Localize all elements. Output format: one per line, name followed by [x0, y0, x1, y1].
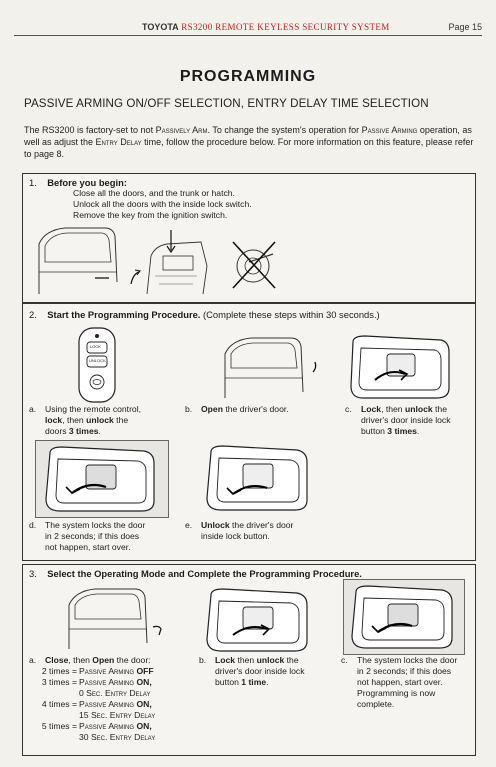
remote-unlock-button: UNLOCK: [89, 358, 106, 363]
mode-row: [29, 699, 155, 710]
ignition-key-illustration: [229, 236, 281, 292]
door-locks-frame: [35, 440, 169, 518]
header-rule: [14, 35, 482, 36]
step-number: 1.: [29, 177, 37, 188]
press-count: 2 times =: [41, 666, 77, 676]
text-line: not happen, start over.: [45, 542, 131, 552]
text-span: The system locks the door: [357, 655, 458, 665]
entry-delay: 15 Sec. Entry Delay: [79, 710, 156, 720]
car-door-illustration: [35, 222, 155, 298]
mode-name: Passive Arming: [79, 721, 137, 731]
text-span: The system locks the door: [45, 520, 146, 530]
text-span: .: [266, 677, 269, 687]
text-span: .: [98, 426, 101, 436]
mode-state: ON,: [136, 721, 152, 731]
entry-delay: 0 Sec. Entry Delay: [79, 688, 151, 698]
text-line: [29, 415, 141, 426]
bold-span: 3 times: [68, 426, 99, 436]
text-span: button: [361, 426, 388, 436]
lock-switch-illustration: [141, 226, 211, 298]
lock-unlock-handle-illustration: [199, 583, 319, 655]
door-handle-illustration: [345, 332, 455, 402]
intro-text: The RS3200 is factory-set to not: [24, 125, 156, 135]
step3-heading: [29, 568, 362, 579]
mode-row: [29, 666, 155, 677]
bold-span: lock: [45, 415, 63, 425]
bold-span: Open: [92, 655, 115, 665]
inside-lock-frame: [345, 332, 455, 402]
text-span: , then: [62, 415, 87, 425]
bold-span: unlock: [256, 655, 285, 665]
text-span: button: [215, 677, 242, 687]
step-note: (Complete these steps within 30 seconds.): [203, 309, 380, 320]
press-count: 3 times =: [41, 677, 77, 687]
bold-span: Lock: [361, 404, 382, 414]
press-count: 5 times =: [41, 721, 77, 731]
system-locks-frame: [343, 579, 465, 655]
text-span: the: [432, 404, 447, 414]
text-span: then: [235, 655, 257, 665]
instruction-line: Remove the key from the ignition switch.: [73, 210, 228, 220]
step2-heading: [29, 309, 380, 320]
text-span: the: [284, 655, 299, 665]
page-title: PROGRAMMING: [179, 68, 317, 85]
remote-control-illustration: [75, 326, 119, 404]
step3-b-text: [199, 655, 305, 688]
close-open-door-illustration: [63, 583, 173, 653]
header-brand: [142, 22, 390, 32]
text-span: doors: [45, 426, 69, 436]
bold-span: unlock: [86, 415, 114, 425]
intro-term: Passively Arm: [155, 125, 208, 135]
step2-e-text: [185, 520, 293, 542]
text-line: in 2 seconds; if this does: [45, 531, 140, 541]
text-line: [199, 655, 305, 666]
bold-span: unlock: [404, 404, 433, 414]
intro-text: . To change the system's operation for: [207, 125, 362, 135]
step2-box: [22, 303, 476, 561]
mode-name: Passive Arming: [79, 666, 137, 676]
text-line: [29, 404, 141, 415]
mode-state: OFF: [136, 666, 154, 676]
step2-a-text: [29, 404, 141, 437]
sub-step-label: a.: [29, 655, 37, 665]
text-line: [341, 655, 457, 666]
text-line: [185, 404, 289, 415]
text-span: , then: [381, 404, 405, 414]
text-line: not happen, start over.: [357, 677, 443, 687]
press-count: 4 times =: [41, 699, 77, 709]
step1-instructions: [73, 188, 252, 221]
step-number: 3.: [29, 568, 37, 579]
bold-span: Close: [45, 655, 69, 665]
text-span: , then: [68, 655, 93, 665]
text-span: .: [416, 426, 420, 436]
bold-span: 3 times: [387, 426, 417, 436]
step-title: Start the Programming Procedure.: [47, 309, 201, 320]
step1-box: [22, 173, 476, 303]
entry-delay: 30 Sec. Entry Delay: [79, 732, 156, 742]
door-handle-locked-illustration: [36, 441, 168, 517]
step-title: Before you begin:: [47, 177, 127, 188]
text-span: the: [113, 415, 129, 425]
mode-state: ON,: [136, 699, 152, 709]
instruction-line: Unlock all the doors with the inside lock switch.: [73, 199, 252, 209]
text-line: [345, 404, 451, 415]
text-span: the driver's door: [229, 520, 294, 530]
step2-d-text: [29, 520, 145, 553]
text-line: inside lock button.: [201, 531, 270, 541]
text-span: Using the remote control,: [45, 404, 142, 414]
bold-span: Open: [201, 404, 223, 414]
text-span: the driver's door.: [222, 404, 289, 414]
sub-step-label: c.: [341, 655, 348, 665]
step2-c-text: [345, 404, 451, 437]
text-line: [29, 520, 145, 531]
step3-a-text: [29, 655, 155, 743]
text-line: Programming is now: [357, 688, 436, 698]
text-line: complete.: [357, 699, 395, 709]
text-line: in 2 seconds; if this does: [357, 666, 452, 676]
bold-span: Lock: [215, 655, 236, 665]
system-name: RS3200 REMOTE KEYLESS SECURITY SYSTEM: [181, 22, 390, 32]
sub-step-label: e.: [185, 520, 193, 530]
mode-name: Passive Arming: [79, 699, 137, 709]
remote-lock-button: LOCK: [90, 344, 101, 349]
text-line: [29, 426, 141, 437]
page-number: Page 15: [448, 22, 482, 32]
mode-row: [29, 721, 155, 732]
sub-step-label: d.: [29, 520, 37, 530]
unlock-handle-illustration: [199, 440, 319, 516]
step3-box: [22, 564, 476, 756]
door-handle-final-illustration: [344, 580, 464, 654]
step-title: Select the Operating Mode and Complete the Programming Procedure.: [47, 568, 362, 579]
sub-step-label: b.: [199, 655, 207, 665]
brand-name: TOYOTA: [142, 22, 179, 32]
text-line: [345, 426, 451, 437]
instruction-line: Close all the doors, and the trunk or hatch.: [73, 188, 235, 198]
text-line: driver's door inside lock: [361, 415, 451, 425]
step-number: 2.: [29, 309, 37, 320]
intro-term: Entry Delay: [95, 137, 142, 147]
sub-step-label: a.: [29, 404, 37, 414]
step3-c-text: [341, 655, 457, 710]
page-subtitle: PASSIVE ARMING ON/OFF SELECTION, ENTRY DELAY TIME SELECTION: [24, 97, 429, 110]
bold-span: 1 time: [241, 677, 267, 687]
open-door-illustration: [219, 332, 329, 404]
intro-paragraph: [24, 124, 474, 160]
step1-heading: [29, 177, 127, 188]
step2-b-text: [185, 404, 289, 415]
mode-state: ON,: [136, 677, 152, 687]
mode-name: Passive Arming: [79, 677, 137, 687]
intro-text: time, follow the procedure below. For more information on this feature, please refer to page 8.: [24, 137, 474, 159]
sub-step-label: c.: [345, 404, 352, 414]
bold-span: Unlock: [201, 520, 230, 530]
text-span: the door:: [114, 655, 151, 665]
text-line: [199, 677, 305, 688]
intro-text: operation, as well as adjust the: [24, 125, 472, 147]
intro-term: Passive Arming: [361, 125, 418, 135]
text-line: [185, 520, 293, 531]
text-line: driver's door inside lock: [215, 666, 305, 676]
text-line: [29, 655, 155, 666]
mode-row: [29, 677, 155, 688]
sub-step-label: b.: [185, 404, 193, 414]
